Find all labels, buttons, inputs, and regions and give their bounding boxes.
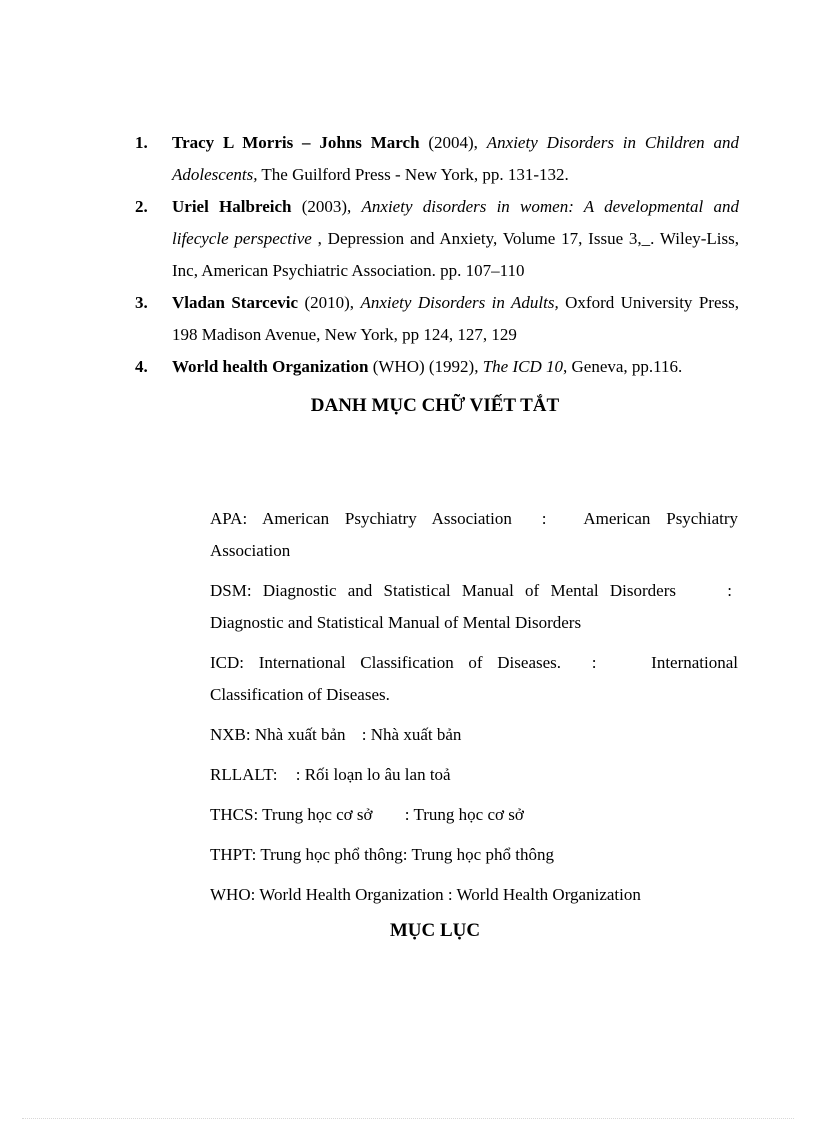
abbreviation-term: ICD: International Classification of Diseases. [210,653,562,672]
abbreviation-term: RLLALT: [210,765,278,784]
reference-title: Anxiety Disorders in Adults, [360,293,559,312]
reference-number: 3. [135,293,148,312]
reference-year: (2004), [419,133,487,152]
abbreviation-separator: : [727,581,732,600]
abbreviation-separator: : [541,509,547,528]
reference-text [172,351,739,383]
abbreviation-item [210,799,738,831]
reference-item [135,191,739,287]
abbreviation-term: DSM: Diagnostic and Statistical Manual of Mental Disorders [210,581,676,600]
abbreviation-item [210,839,738,871]
abbreviation-item [210,759,738,791]
reference-author: Uriel Halbreich [172,197,292,216]
reference-text [172,191,739,287]
abbreviation-meaning: Diagnostic and Statistical Manual of Mental Disorders [210,613,582,632]
reference-publisher: , Geneva, pp.116. [563,357,683,376]
abbreviation-item [210,503,738,567]
reference-title: Anxiety Disorders in Children and Adolescents, [172,133,739,184]
reference-item [135,351,739,383]
abbreviations-heading: DANH MỤC CHỮ VIẾT TẮT [310,395,560,416]
abbreviation-meaning: Rối loạn lo âu lan toả [304,765,451,784]
abbreviation-separator: : [447,885,453,904]
abbreviation-meaning: Nhà xuất bản [370,725,462,744]
abbreviation-item [210,575,738,639]
reference-number: 1. [135,133,148,152]
reference-title: Anxiety disorders in women: A developmental and lifecycle perspective [172,197,739,248]
abbreviation-meaning: World Health Organization [456,885,641,904]
reference-author: Vladan Starcevic [172,293,299,312]
abbreviation-meaning: Trung học cơ sở [413,805,524,824]
abbreviation-term: WHO: World Health Organization [210,885,444,904]
reference-number: 4. [135,357,148,376]
reference-author: World health Organization [172,357,369,376]
reference-author: Tracy L Morris – Johns March [172,133,420,152]
abbreviation-term: APA: American Psychiatry Association [210,509,512,528]
reference-publisher: , Depression and Anxiety, Volume 17, Issue 3,_. Wiley-Liss, Inc, American Psychiatric Association. pp. 107–110 [172,229,739,280]
abbreviation-term: THCS: Trung học cơ sở [210,805,373,824]
abbreviation-separator: : [402,845,408,864]
reference-publisher: The Guilford Press - New York, pp. 131-132. [257,165,569,184]
reference-item [135,287,739,351]
abbreviation-meaning: Trung học phổ thông [411,845,554,864]
abbreviation-meaning: International Classification of Diseases. [210,653,739,704]
abbreviation-item [210,719,738,751]
abbreviation-item [210,647,738,711]
reference-year: (2010), [298,293,361,312]
reference-list [135,127,739,383]
abbreviation-separator: : [404,805,410,824]
reference-year: (WHO) (1992), [368,357,483,376]
reference-item [135,127,739,191]
reference-text [172,127,739,191]
abbreviation-separator: : [295,765,301,784]
abbreviation-separator: : [361,725,367,744]
abbreviation-list [210,503,738,919]
abbreviation-term: THPT: Trung học phổ thông [210,845,403,864]
abbreviation-separator: : [591,653,597,672]
page-bottom-border [22,1118,794,1119]
reference-number: 2. [135,197,148,216]
abbreviation-item [210,879,738,911]
toc-heading: MỤC LỤC [389,920,481,941]
reference-title: The ICD 10 [482,357,563,376]
reference-text [172,287,739,351]
reference-year: (2003), [291,197,362,216]
abbreviation-term: NXB: Nhà xuất bản [210,725,346,744]
abbreviation-meaning: American Psychiatry Association [210,509,739,560]
reference-publisher: Oxford University Press, 198 Madison Avenue, New York, pp 124, 127, 129 [172,293,739,344]
